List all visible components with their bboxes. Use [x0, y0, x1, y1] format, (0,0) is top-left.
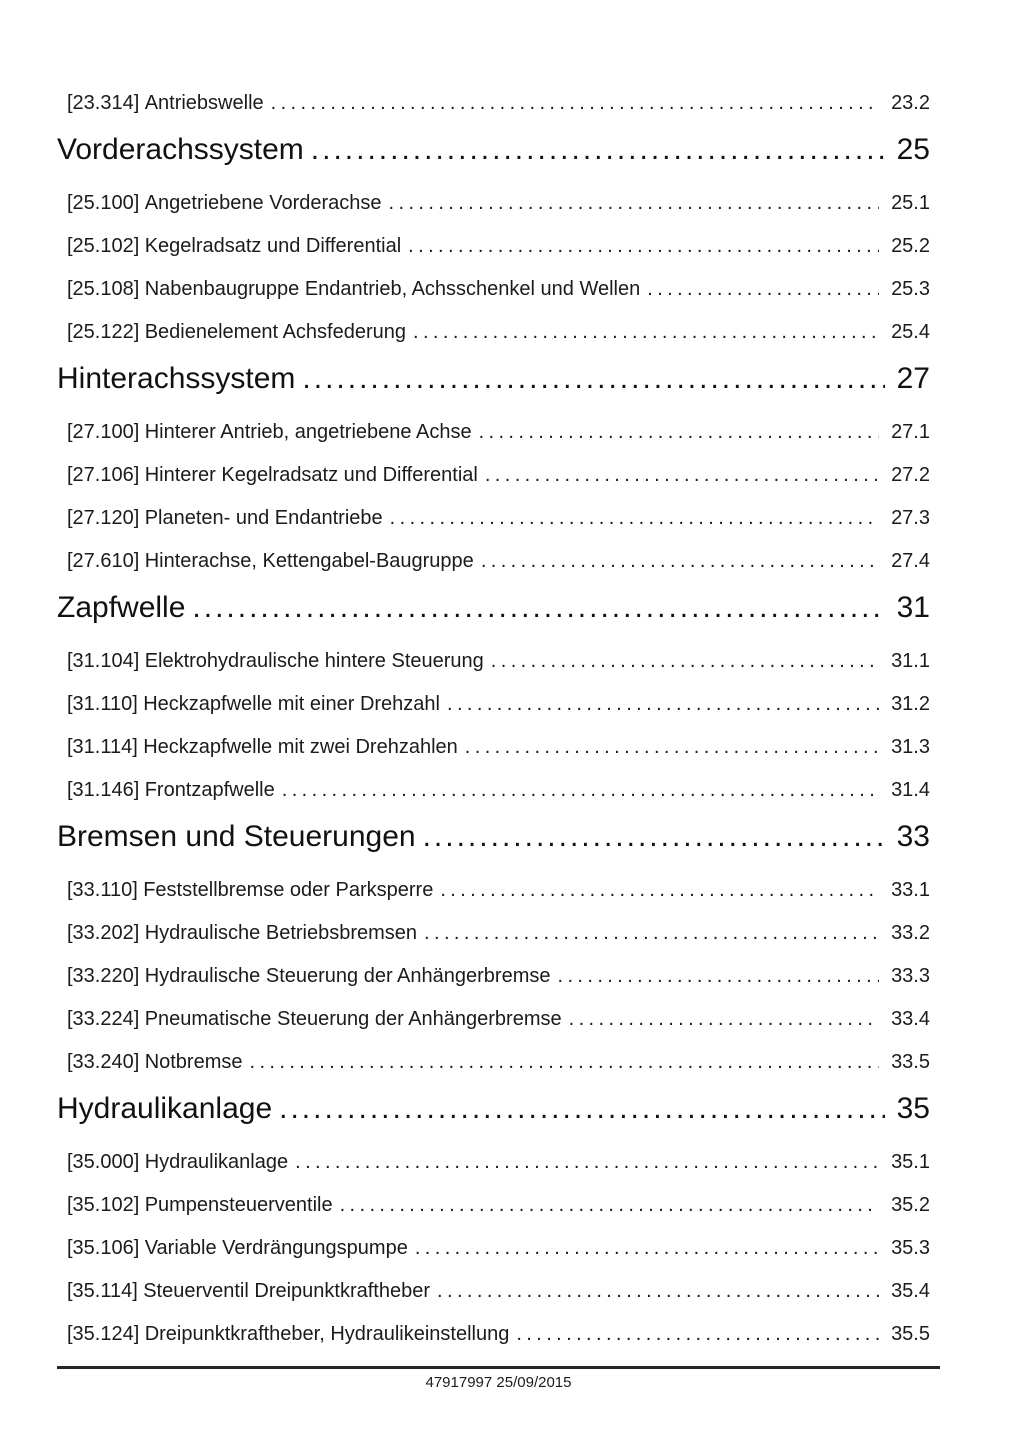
toc-entry [57, 311, 930, 354]
entry-code: [31.104] [67, 650, 140, 672]
entry-page-number: 25.2 [891, 235, 930, 257]
entry-code: [31.146] [67, 779, 140, 801]
dot-leader [417, 912, 879, 955]
dot-leader [295, 354, 884, 404]
section-title: Vorderachssystem [57, 133, 304, 166]
dot-leader [383, 497, 879, 540]
toc-entry [57, 1041, 930, 1084]
entry-page-number: 33.4 [891, 1008, 930, 1030]
entry-label: Heckzapfwelle mit einer Drehzahl [143, 693, 440, 715]
dot-leader [185, 583, 884, 633]
entry-code: [27.100] [67, 421, 140, 443]
entry-label: Bedienelement Achsfederung [144, 321, 406, 343]
dot-leader [430, 1270, 879, 1313]
dot-leader [401, 225, 879, 268]
entry-page-number: 27.3 [891, 507, 930, 529]
dot-leader [406, 311, 879, 354]
dot-leader [472, 411, 880, 454]
entry-label: Hydraulische Betriebsbremsen [144, 922, 418, 944]
entry-page-number: 33.2 [891, 922, 930, 944]
entry-label: Hydraulische Steuerung der Anhängerbremse [144, 965, 551, 987]
section-title: Hydraulikanlage [57, 1092, 273, 1125]
entry-code: [33.224] [67, 1008, 140, 1030]
entry-page-number: 23.2 [891, 92, 930, 114]
dot-leader [264, 82, 879, 125]
entry-code: [25.100] [67, 192, 140, 214]
dot-leader [272, 1084, 884, 1134]
section-page-number: 27 [896, 362, 930, 395]
dot-leader [408, 1227, 879, 1270]
toc-entry [57, 225, 930, 268]
entry-code: [25.102] [67, 235, 140, 257]
toc-section-heading [57, 812, 930, 862]
entry-label: Steuerventil Dreipunktkraftheber [143, 1280, 431, 1302]
toc-entry [57, 726, 930, 769]
entry-label: Elektrohydraulische hintere Steuerung [144, 650, 484, 672]
dot-leader [416, 812, 885, 862]
entry-code: [27.106] [67, 464, 140, 486]
entry-page-number: 27.2 [891, 464, 930, 486]
entry-label: Hinterer Kegelradsatz und Differential [144, 464, 478, 486]
entry-code: [31.110] [67, 693, 138, 715]
entry-code: [35.124] [67, 1323, 140, 1345]
entry-code: [33.110] [67, 879, 138, 901]
section-title: Bremsen und Steuerungen [57, 820, 416, 853]
dot-leader [551, 955, 880, 998]
dot-leader [243, 1041, 880, 1084]
dot-leader [562, 998, 879, 1041]
entry-label: Hydraulikanlage [144, 1151, 289, 1173]
section-page-number: 31 [896, 591, 930, 624]
entry-code: [25.122] [67, 321, 140, 343]
entry-code: [35.114] [67, 1280, 138, 1302]
toc-entry [57, 182, 930, 225]
toc-entry [57, 454, 930, 497]
entry-label: Antriebswelle [144, 92, 264, 114]
entry-label: Nabenbaugruppe Endantrieb, Achsschenkel und Wellen [144, 278, 641, 300]
dot-leader [288, 1141, 879, 1184]
toc-section-heading [57, 1084, 930, 1134]
toc-entry [57, 998, 930, 1041]
footer-publication-number-date: 47917997 25/09/2015 [425, 1374, 572, 1391]
entry-page-number: 31.2 [891, 693, 930, 715]
page-footer [57, 1366, 940, 1391]
entry-code: [27.120] [67, 507, 140, 529]
section-page-number: 33 [896, 820, 930, 853]
entry-page-number: 35.3 [891, 1237, 930, 1259]
entry-code: [31.114] [67, 736, 138, 758]
entry-page-number: 35.1 [891, 1151, 930, 1173]
entry-page-number: 27.4 [891, 550, 930, 572]
dot-leader [304, 125, 885, 175]
entry-page-number: 35.2 [891, 1194, 930, 1216]
entry-code: [35.000] [67, 1151, 140, 1173]
entry-code: [23.314] [67, 92, 140, 114]
toc-entry [57, 540, 930, 583]
dot-leader [474, 540, 879, 583]
entry-code: [33.220] [67, 965, 140, 987]
toc-entry [57, 1227, 930, 1270]
entry-page-number: 27.1 [891, 421, 930, 443]
dot-leader [478, 454, 879, 497]
entry-code: [33.240] [67, 1051, 140, 1073]
toc-entry [57, 1184, 930, 1227]
section-page-number: 25 [896, 133, 930, 166]
entry-label: Planeten- und Endantriebe [144, 507, 383, 529]
entry-page-number: 35.5 [891, 1323, 930, 1345]
toc-entry [57, 1141, 930, 1184]
toc-entry [57, 769, 930, 812]
entry-page-number: 25.3 [891, 278, 930, 300]
dot-leader [333, 1184, 879, 1227]
toc-entry [57, 268, 930, 311]
table-of-contents [57, 0, 930, 1356]
entry-label: Angetriebene Vorderachse [144, 192, 382, 214]
entry-code: [25.108] [67, 278, 140, 300]
entry-code: [27.610] [67, 550, 140, 572]
dot-leader [458, 726, 879, 769]
toc-section-heading [57, 583, 930, 633]
entry-page-number: 33.1 [891, 879, 930, 901]
toc-section-heading [57, 125, 930, 175]
entry-page-number: 31.3 [891, 736, 930, 758]
entry-label: Frontzapfwelle [144, 779, 275, 801]
entry-page-number: 31.4 [891, 779, 930, 801]
entry-code: [35.102] [67, 1194, 140, 1216]
entry-label: Kegelradsatz und Differential [144, 235, 402, 257]
toc-entry [57, 1270, 930, 1313]
entry-label: Feststellbremse oder Parksperre [143, 879, 434, 901]
toc-entry [57, 640, 930, 683]
dot-leader [382, 182, 880, 225]
entry-page-number: 33.5 [891, 1051, 930, 1073]
toc-entry [57, 912, 930, 955]
toc-entry [57, 1313, 930, 1356]
entry-label: Notbremse [144, 1051, 243, 1073]
dot-leader [433, 869, 879, 912]
section-title: Zapfwelle [57, 591, 186, 624]
dot-leader [484, 640, 879, 683]
dot-leader [509, 1313, 879, 1356]
entry-page-number: 35.4 [891, 1280, 930, 1302]
entry-code: [33.202] [67, 922, 140, 944]
entry-label: Dreipunktkraftheber, Hydraulikeinstellung [144, 1323, 510, 1345]
entry-code: [35.106] [67, 1237, 140, 1259]
toc-entry [57, 82, 930, 125]
entry-label: Hinterachse, Kettengabel-Baugruppe [144, 550, 474, 572]
section-title: Hinterachssystem [57, 362, 296, 395]
dot-leader [275, 769, 879, 812]
entry-page-number: 33.3 [891, 965, 930, 987]
dot-leader [440, 683, 879, 726]
entry-page-number: 25.1 [891, 192, 930, 214]
dot-leader [640, 268, 879, 311]
toc-entry [57, 411, 930, 454]
entry-page-number: 25.4 [891, 321, 930, 343]
toc-entry [57, 497, 930, 540]
entry-label: Hinterer Antrieb, angetriebene Achse [144, 421, 472, 443]
toc-entry [57, 683, 930, 726]
entry-label: Pumpensteuerventile [144, 1194, 333, 1216]
toc-entry [57, 955, 930, 998]
section-page-number: 35 [896, 1092, 930, 1125]
entry-label: Variable Verdrängungspumpe [144, 1237, 408, 1259]
entry-page-number: 31.1 [891, 650, 930, 672]
toc-section-heading [57, 354, 930, 404]
toc-entry [57, 869, 930, 912]
entry-label: Pneumatische Steuerung der Anhängerbremse [144, 1008, 562, 1030]
entry-label: Heckzapfwelle mit zwei Drehzahlen [143, 736, 458, 758]
